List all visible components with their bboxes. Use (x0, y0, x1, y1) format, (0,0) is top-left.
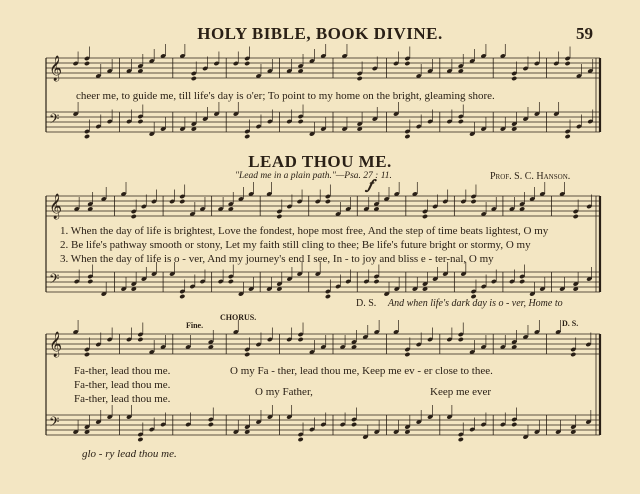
final-words: glo - ry lead thou me. (82, 448, 177, 460)
verse-line-3: 3. When the day of life is o - ver, And my journey's end I see, In - to joy and bliss e - ter-nal, O my (60, 253, 494, 265)
verse-line-1: 1. When the day of life is brightest, Love the fondest, hope most free, And the step of time beats lightest, O my (60, 225, 549, 237)
note (137, 119, 143, 124)
note (519, 279, 525, 284)
ds-text: And when life's dark day is o - ver, Home to (388, 298, 563, 309)
note (179, 294, 185, 299)
note (511, 422, 517, 427)
note (404, 134, 410, 139)
note (179, 199, 185, 204)
bass-words-2: Keep me ever (430, 386, 492, 398)
hymn-title: LEAD THOU ME. (248, 152, 392, 171)
note (84, 61, 90, 66)
bass-clef-icon: 𝄢 (49, 111, 60, 130)
note (137, 437, 143, 442)
chorus-verse-ending-1: Fa-ther, lead thou me. (74, 365, 171, 377)
chorus-label: CHORUS. (220, 313, 257, 322)
chorus-line: O my Fa - ther, lead thou me, Keep me ev - er close to thee. (230, 365, 493, 377)
note (191, 76, 197, 81)
note (458, 337, 464, 342)
note (325, 199, 331, 204)
note (325, 294, 331, 299)
note (244, 352, 250, 357)
note (228, 279, 234, 284)
note (137, 337, 143, 342)
fine-marking: Fine. (186, 321, 204, 330)
bass-words-1: O my Father, (255, 386, 313, 398)
note (276, 214, 282, 219)
note (84, 352, 90, 357)
note (422, 214, 428, 219)
note (298, 437, 304, 442)
note (208, 422, 214, 427)
treble-clef-icon: 𝄞 (49, 56, 63, 81)
note (351, 422, 357, 427)
note (573, 214, 579, 219)
note (570, 352, 576, 357)
scripture-reference: "Lead me in a plain path."—Psa. 27 : 11. (235, 171, 392, 181)
treble-clef-icon: 𝄞 (49, 332, 63, 357)
composer-credit: Prof. S. C. Hanson. (490, 171, 571, 182)
note (458, 437, 464, 442)
bass-clef-icon: 𝄢 (49, 271, 60, 290)
ds-marking: D. S. (562, 319, 579, 328)
note (511, 76, 517, 81)
note (244, 61, 250, 66)
note (458, 119, 464, 124)
page-number: 59 (576, 24, 593, 43)
note (404, 61, 410, 66)
ds-label: D. S. (356, 298, 377, 309)
note (244, 134, 250, 139)
note (87, 279, 93, 284)
verse-line-2: 2. Be life's pathway smooth or stony, Let my faith still cling to thee; Be life's future bright or stormy, O my (60, 239, 531, 251)
treble-clef-icon: 𝄞 (49, 194, 63, 219)
note (84, 134, 90, 139)
note (357, 76, 363, 81)
note (298, 337, 304, 342)
note (373, 279, 379, 284)
bass-clef-icon: 𝄢 (49, 414, 60, 433)
chorus-verse-ending-3: Fa-ther, lead thou me. (74, 393, 171, 405)
chorus-verse-ending-2: Fa-ther, lead thou me. (74, 379, 171, 391)
note (565, 134, 571, 139)
system1-lyric: cheer me, to guide me, till life's day is o'er; To point to my home on the bright, gleaming shore. (76, 90, 495, 102)
note (565, 61, 571, 66)
note (298, 119, 304, 124)
note (470, 199, 476, 204)
note (131, 214, 137, 219)
page-title: HOLY BIBLE, BOOK DIVINE. (197, 24, 443, 43)
note (404, 352, 410, 357)
dynamic-marking: 𝆑 (368, 178, 373, 193)
